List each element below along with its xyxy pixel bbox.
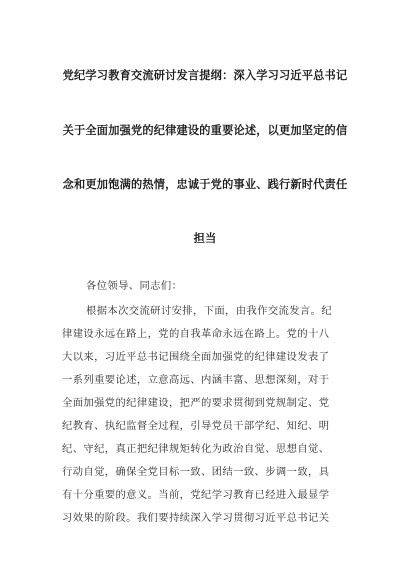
document-title-line-1: 党纪学习教育交流研讨发言提纲：深入学习习近平总书记 xyxy=(62,68,348,82)
document-title-line-2: 关于全面加强党的纪律建设的重要论述，以更加坚定的信 xyxy=(62,123,348,137)
body-line: 律建设永远在路上，党的自我革命永远在路上。党的十八 xyxy=(62,328,330,340)
body-line: 一系列重要论述，立意高远、内涵丰富、思想深刻，对于 xyxy=(62,374,330,386)
document-title-line-3: 念和更加饱满的热情，忠诚于党的事业、践行新时代责任 xyxy=(62,177,348,191)
salutation: 各位领导、同志们： xyxy=(86,280,183,292)
body-line: 全面加强党的纪律建设，把严的要求贯彻到党规制定、党 xyxy=(62,397,330,409)
body-line: 纪、守纪，真正把纪律规矩转化为政治自觉、思想自觉、 xyxy=(62,443,330,455)
document-title-line-4: 担当 xyxy=(193,231,217,245)
body-line: 习效果的阶段。我们要持续深入学习贯彻习近平总书记关 xyxy=(62,512,330,524)
body-line: 大以来，习近平总书记围绕全面加强党的纪律建设发表了 xyxy=(62,351,330,363)
body-line: 纪教育、执纪监督全过程，引导党员干部学纪、知纪、明 xyxy=(62,420,330,432)
body-line: 有十分重要的意义。当前，党纪学习教育已经进入最显学 xyxy=(62,489,330,501)
body-line: 行动自觉，确保全党目标一致、团结一致、步调一致，具 xyxy=(62,466,330,478)
body-line: 根据本次交流研讨安排，下面，由我作交流发言。纪 xyxy=(86,305,333,317)
